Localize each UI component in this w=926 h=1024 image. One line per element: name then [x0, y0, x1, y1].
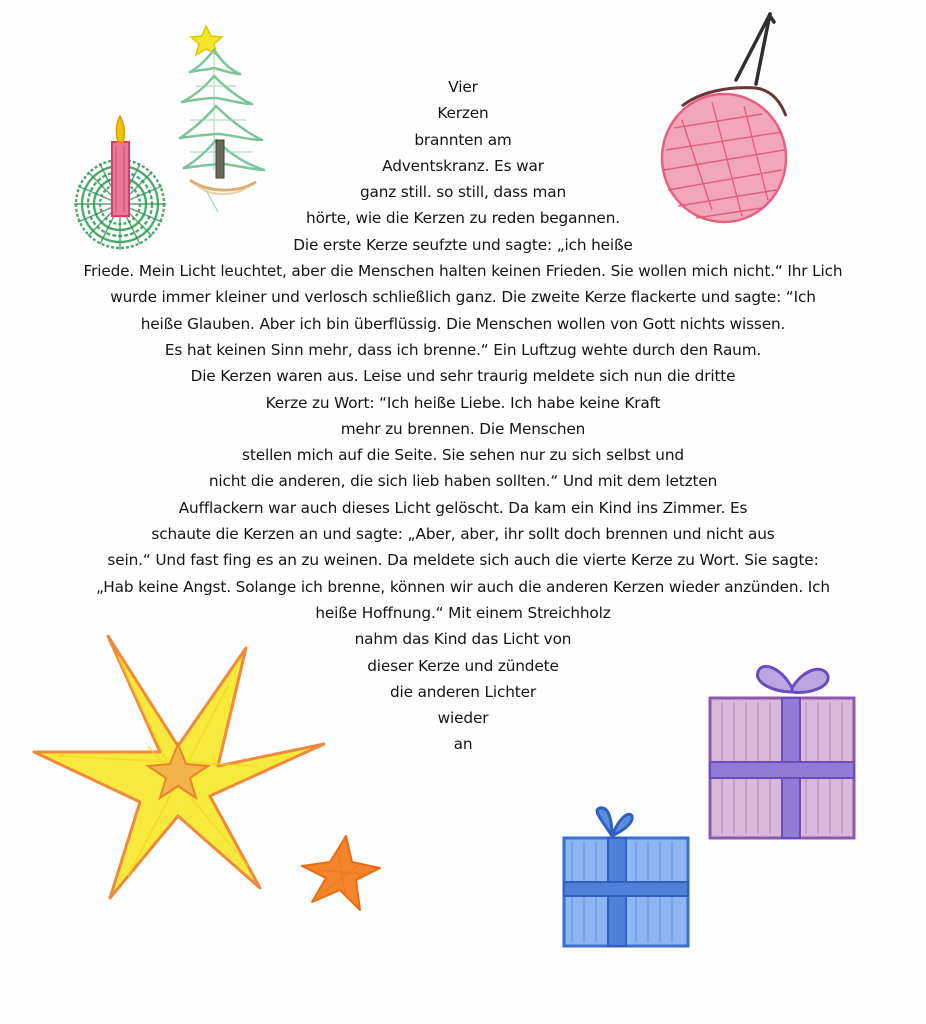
- poem-line: nicht die anderen, die sich lieb haben sollten.“ Und mit dem letzten: [208, 472, 718, 491]
- poem-line: hörte, wie die Kerzen zu reden begannen.: [306, 209, 620, 228]
- poem-line: wieder: [437, 709, 489, 728]
- poem-line: Es hat keinen Sinn mehr, dass ich brenne.“ Ein Luftzug wehte durch den Raum.: [164, 340, 762, 359]
- poem-line: Die Kerzen waren aus. Leise und sehr traurig meldete sich nun die dritte: [190, 367, 736, 386]
- star-icon: [28, 626, 328, 906]
- poem-line: Friede. Mein Licht leuchtet, aber die Menschen halten keinen Frieden. Sie wollen mich nicht.“ Ihr Lich: [83, 262, 843, 281]
- gift-icon: [556, 806, 696, 952]
- poem-line: brannten am: [414, 130, 512, 149]
- poem-line: wurde immer kleiner und verlosch schließlich ganz. Die zweite Kerze flackerte und sagte: “Ich: [110, 288, 816, 307]
- poem-line: schaute die Kerzen an und sagte: „Aber, aber, ihr sollt doch brennen und nicht aus: [151, 525, 775, 544]
- christmas-tree-icon: [176, 20, 268, 220]
- christmas-ornament-icon: [652, 10, 802, 230]
- poem-line: sein.“ Und fast fing es an zu weinen. Da meldete sich auch die vierte Kerze zu Wort. Sie sagte:: [107, 551, 819, 570]
- poem-line: die anderen Lichter: [389, 682, 537, 701]
- poem-line: dieser Kerze und zündete: [367, 656, 559, 675]
- poem-line: nahm das Kind das Licht von: [354, 630, 572, 649]
- poem-line: Kerzen: [437, 104, 489, 123]
- poem-line: heiße Glauben. Aber ich bin überflüssig. Die Menschen wollen von Gott nichts wissen.: [140, 314, 786, 333]
- poem-line: „Hab keine Angst. Solange ich brenne, können wir auch die anderen Kerzen wieder anzünden. Ich: [96, 577, 830, 596]
- gift-icon: [700, 658, 862, 844]
- poem-line: stellen mich auf die Seite. Sie sehen nur zu sich selbst und: [242, 446, 684, 465]
- poem-line: an: [453, 735, 473, 754]
- poem-line: Die erste Kerze seufzte und sagte: „ich heiße: [293, 235, 633, 254]
- poem-line: ganz still. so still, dass man: [359, 183, 567, 202]
- poem-line: Kerze zu Wort: “Ich heiße Liebe. Ich habe keine Kraft: [265, 393, 661, 412]
- poem-line: Vier: [448, 78, 478, 96]
- poem-line: Aufflackern war auch dieses Licht gelöscht. Da kam ein Kind ins Zimmer. Es: [178, 498, 748, 517]
- poem-line: mehr zu brennen. Die Menschen: [340, 419, 586, 438]
- poem-line: Adventskranz. Es war: [382, 156, 544, 175]
- star-icon: [298, 832, 384, 914]
- advent-wreath-icon: [66, 112, 176, 260]
- poem-line: heiße Hoffnung.“ Mit einem Streichholz: [315, 603, 611, 622]
